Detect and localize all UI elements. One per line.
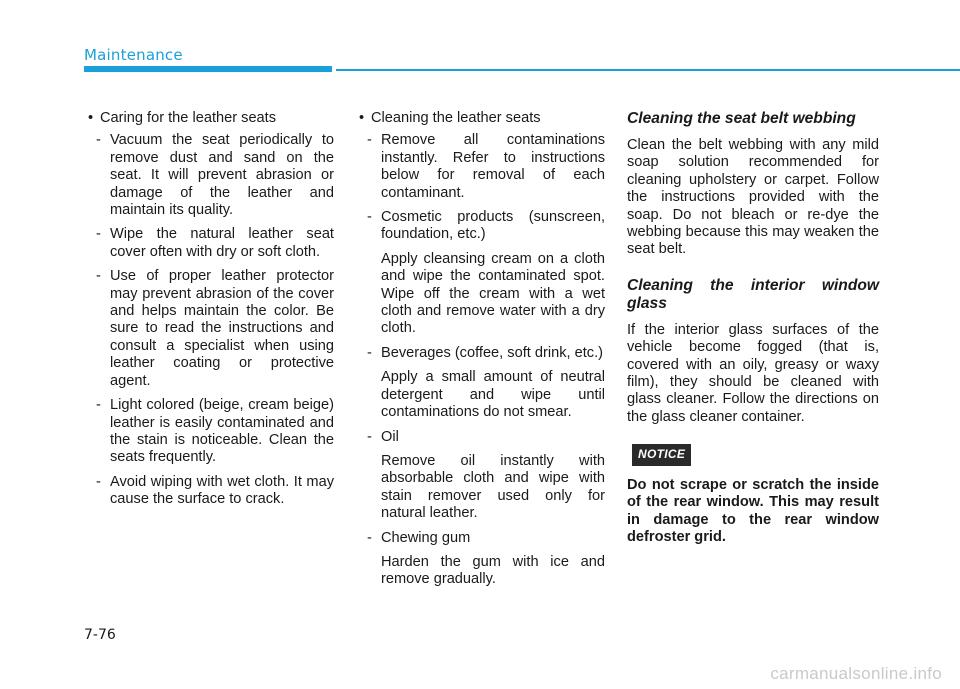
paragraph-seat-belt-webbing: Clean the belt webbing with any mild soap solution recommended for cleaning upholstery or carpet. Follow the instructions provided with the soap. Do not bleach or re-dye the webbing because this may weaken the seat belt. — [627, 137, 879, 258]
column-belt-and-glass — [627, 110, 879, 546]
header-rule — [336, 69, 960, 71]
watermark-text: carmanualsonline.info — [770, 664, 942, 683]
bullet-caring-leather-seats: • Caring for the leather seats — [88, 110, 334, 127]
header-accent-bar — [84, 66, 332, 72]
list-item: - Oil — [367, 428, 399, 445]
list-item: - Avoid wiping with wet cloth. It may cause the surface to crack. — [96, 473, 334, 508]
list-item: - Remove all contaminations instantly. Refer to instructions below for removal of each contaminant. — [367, 132, 605, 201]
notice-badge: NOTICE — [632, 444, 691, 465]
list-item-detail: Harden the gum with ice and remove gradually. — [381, 553, 605, 588]
column-leather-cleaning — [355, 110, 605, 596]
page-number: 7-76 — [84, 627, 116, 643]
list-item: - Cosmetic products (sunscreen, foundation, etc.) — [367, 209, 605, 243]
column-leather-care — [84, 110, 334, 516]
list-item-detail: Apply a small amount of neutral detergent and wipe until contaminations do not smear. — [381, 369, 605, 421]
bullet-cleaning-leather-seats: • Cleaning the leather seats — [359, 110, 605, 127]
list-item-detail: Remove oil instantly with absorbable cloth and wipe with stain remover used only for natural leather. — [381, 452, 605, 522]
paragraph-interior-window-glass: If the interior glass surfaces of the vehicle become fogged (that is, covered with an oily, greasy or waxy film), they should be cleaned with glass cleaner. Follow the directions on the glass cleaner container. — [627, 321, 879, 425]
page-section-title: Maintenance — [84, 46, 183, 64]
heading-seat-belt-webbing: Cleaning the seat belt webbing — [627, 110, 856, 127]
list-item-detail: Apply cleansing cream on a cloth and wipe the contaminated spot. Wipe off the cream with a wet cloth and remove water with a dry cloth. — [381, 250, 605, 337]
list-item: - Chewing gum — [367, 529, 471, 546]
heading-interior-window-glass: Cleaning the interior window glass — [627, 276, 879, 312]
list-item: - Beverages (coffee, soft drink, etc.) — [367, 344, 603, 361]
list-item: - Use of proper leather protector may prevent abrasion of the cover and helps maintain the color. Be sure to read the instructions and consult a specialist when using leather coating or protective agent. — [96, 268, 334, 389]
list-item: - Light colored (beige, cream beige) leather is easily contaminated and the stain is noticeable. Clean the seats frequently. — [96, 397, 334, 466]
list-item: - Wipe the natural leather seat cover often with dry or soft cloth. — [96, 226, 334, 260]
notice-text: Do not scrape or scratch the inside of the rear window. This may result in damage to the rear window defroster grid. — [627, 476, 879, 545]
list-item: - Vacuum the seat periodically to remove dust and sand on the seat. It will prevent abrasion or damage of the leather and maintain its quality. — [96, 132, 334, 219]
